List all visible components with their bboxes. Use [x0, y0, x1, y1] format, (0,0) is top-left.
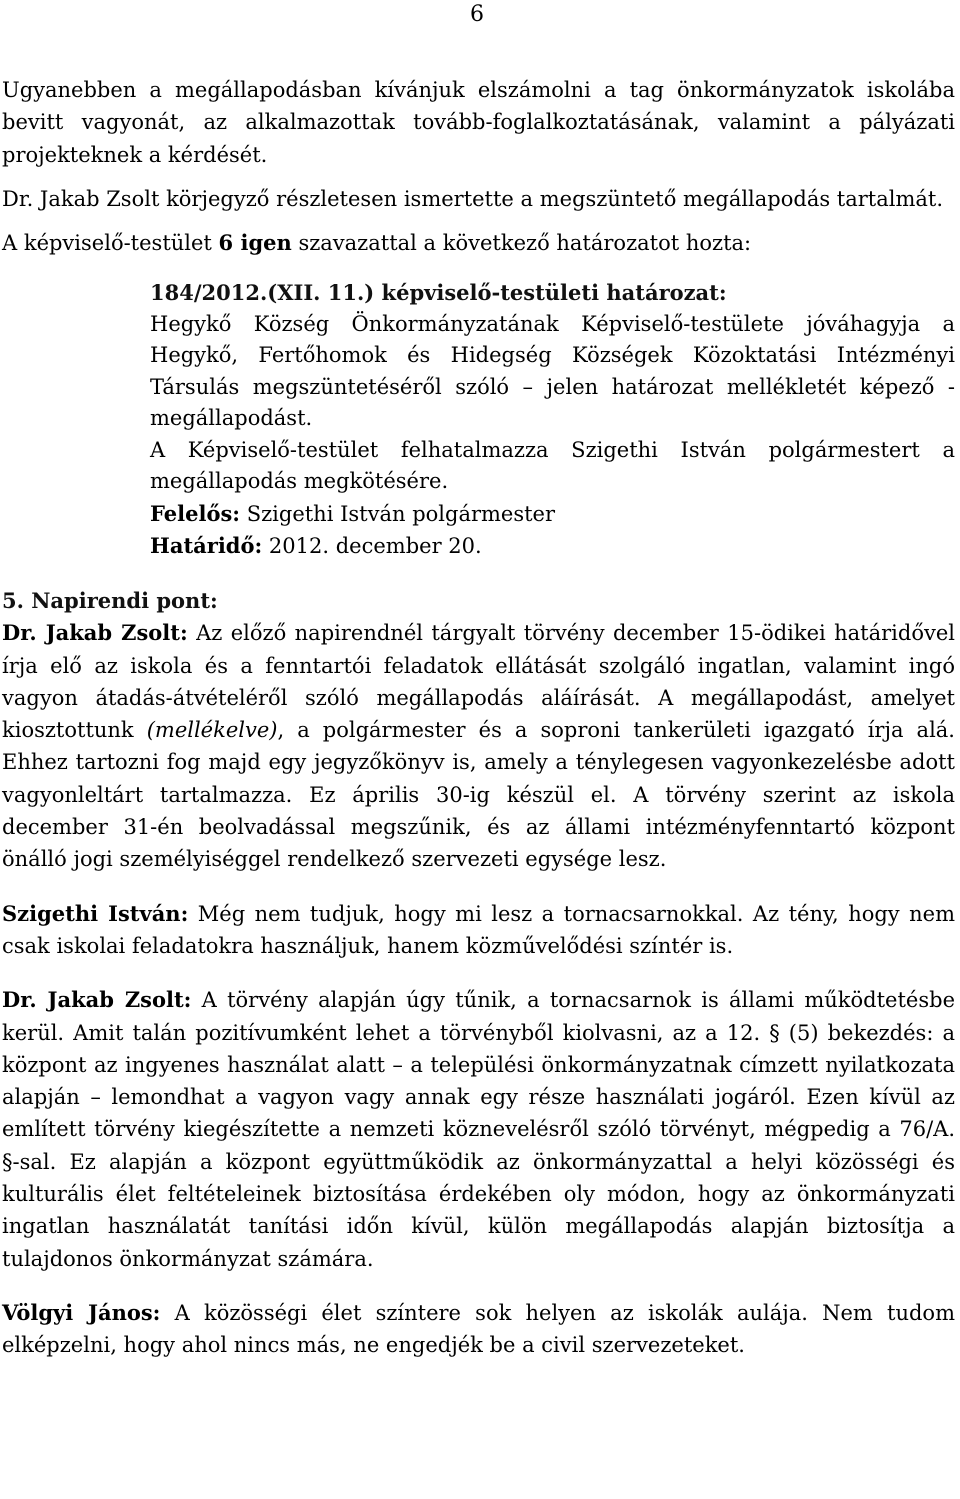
- speech-text: A törvény alapján úgy tűnik, a tornacsarnok is állami működtetésbe kerül. Amit talán pozitívumként lehet a törvényből kiolvasni, az a 12. § (5) bekezdés: a központ az ingyenes használat alatt – a települési önkormányzatnak címzett nyilatkozata alapján – lemondhat a vagyon vagy annak egy része használati jogáról. Ezen kívül az említett törvény kiegészítette a nemzeti köznevelésről szóló törvényt, mégpedig a 76/A. §-sal. Ez alapján a központ együttműködik az önkormányzattal a helyi közösségi és kulturális élet feltételeinek biztosítása érdekében oly módon, hogy az önkormányzati ingatlan használatát tanítási időn kívül, külön megállapodás alapján biztosítja a tulajdonos önkormányzat számára.: [2, 988, 956, 1271]
- speech-text: Az előző napirendnél tárgyalt törvény december 15-ödikei határidővel írja elő az iskola és a fenntartói feladatok ellátását szolgáló ingatlan, valamint ingó vagyon átadás-átvételéről szóló megállapodás aláírását. A megállapodást, amelyet kiosztottunk: [2, 621, 955, 743]
- intro-paragraph: Ugyanebben a megállapodásban kívánjuk elszámolni a tag önkormányzatok iskolába bevitt vagyonát, az alkalmazottak tovább-foglalkoztatásának, valamint a pályázati projekteknek a kérdését.: [2, 78, 955, 167]
- speech-text: A közösségi élet színtere sok helyen az iskolák aulája. Nem tudom elképzelni, hogy ahol nincs más, ne engedjék be a civil szervezeteket.: [2, 1300, 955, 1358]
- notary-paragraph: Dr. Jakab Zsolt körjegyző részletesen ismertette a megszüntető megállapodás tartalmát.: [2, 186, 944, 211]
- speech-jakab-2: [2, 984, 955, 1275]
- responsible-value: Szigethi István polgármester: [240, 501, 556, 526]
- speech-text: Még nem tudjuk, hogy mi lesz a tornacsarnokkal. Az tény, hogy nem csak iskolai feladatokra használjuk, hanem közművelődési színtér is.: [2, 901, 955, 958]
- resolution-block: [150, 277, 955, 563]
- speech-szigethi: [2, 898, 955, 963]
- resolution-deadline: [150, 530, 955, 563]
- speaker-name: Dr. Jakab Zsolt:: [2, 987, 192, 1013]
- deadline-label: Határidő:: [150, 533, 263, 559]
- document-body: [2, 74, 955, 1362]
- section-heading: 5. Napirendi pont:: [2, 587, 218, 613]
- speech-jakab-1: [2, 617, 955, 875]
- vote-pre: A képviselő-testület: [2, 231, 219, 256]
- vote-paragraph: [2, 227, 955, 259]
- attachment-note: (mellékelve): [146, 718, 278, 743]
- speaker-name: Völgyi János:: [2, 1299, 161, 1325]
- resolution-text-1: Hegykő Község Önkormányzatának Képviselő-testülete jóváhagyja a Hegykő, Fertőhomok és Hidegség Községek Közoktatási Intézményi Társulás megszüntetéséről szóló – jelen határozat mellékletét képező - megállapodást.: [150, 311, 955, 431]
- speaker-name: Dr. Jakab Zsolt:: [2, 620, 188, 646]
- page-number: 6: [470, 2, 484, 27]
- resolution-responsible: [150, 498, 955, 531]
- vote-post: szavazattal a következő határozatot hozta:: [291, 231, 752, 256]
- responsible-label: Felelős:: [150, 500, 241, 526]
- speaker-name: Szigethi István:: [2, 900, 189, 926]
- resolution-title: 184/2012.(XII. 11.) képviselő-testületi határozat:: [150, 280, 727, 306]
- speech-volgyi: [2, 1297, 955, 1362]
- speech-text: , a polgármester és a soproni tankerületi igazgató írja alá. Ehhez tartozni fog majd egy jegyzőkönyv is, amely a ténylegesen vagyonkezelésbe adott vagyonleltárt tartalmazza. Ez április 30-ig készül el. A törvény szerint az iskola december 31-én beolvadással megszűnik, és az állami intézményfenntartó központ önálló jogi személyiséggel rendelkező szervezeti egysége lesz.: [2, 718, 955, 872]
- resolution-text-2: A Képviselő-testület felhatalmazza Szigethi István polgármestert a megállapodás megkötésére.: [150, 437, 955, 494]
- deadline-value: 2012. december 20.: [262, 534, 482, 559]
- vote-count: 6 igen: [218, 230, 292, 256]
